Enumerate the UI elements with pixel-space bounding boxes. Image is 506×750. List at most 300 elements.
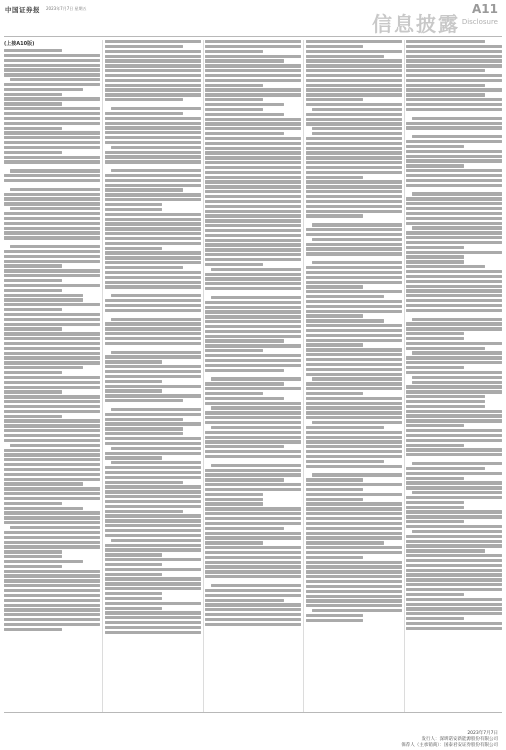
- text-line: [105, 285, 201, 288]
- text-line: [205, 301, 301, 304]
- text-line: [406, 549, 485, 552]
- text-line: [105, 427, 184, 430]
- text-line: [412, 135, 502, 138]
- text-column: [406, 40, 502, 712]
- section-subtitle: Disclosure: [461, 18, 498, 26]
- text-line: [205, 546, 301, 549]
- text-line: [205, 344, 301, 347]
- text-line: [205, 40, 301, 43]
- text-line: [105, 50, 201, 53]
- text-line: [205, 589, 301, 592]
- text-line: [111, 294, 201, 297]
- text-line: [412, 462, 502, 465]
- text-line: [105, 587, 201, 590]
- text-line: [406, 347, 485, 350]
- text-line: [306, 137, 402, 140]
- text-line: [205, 253, 301, 256]
- text-line: [105, 558, 201, 561]
- text-line: [105, 151, 201, 154]
- text-line: [312, 421, 402, 424]
- text-line: [105, 247, 163, 250]
- text-line: [4, 64, 100, 67]
- text-line: [406, 332, 464, 335]
- text-line: [406, 255, 464, 258]
- text-line: [4, 429, 100, 432]
- text-line: [105, 500, 201, 503]
- text-line: [306, 512, 402, 515]
- text-line: [406, 429, 502, 432]
- text-line: [4, 589, 100, 592]
- text-line: [4, 269, 100, 272]
- text-line: [306, 214, 364, 217]
- text-line: [205, 502, 263, 505]
- text-line: [105, 213, 201, 216]
- text-line: [406, 486, 502, 489]
- text-line: [105, 471, 201, 474]
- text-line: [111, 408, 201, 411]
- text-line: [306, 353, 402, 356]
- text-line: [406, 299, 502, 302]
- text-line: [4, 439, 100, 442]
- text-line: [105, 573, 163, 576]
- text-line: [406, 145, 464, 148]
- text-line: [406, 169, 502, 172]
- text-line: [306, 595, 402, 598]
- text-line: [406, 405, 485, 408]
- text-line: [406, 309, 502, 312]
- text-line: [306, 314, 364, 317]
- text-line: [412, 226, 502, 229]
- text-line: [105, 456, 163, 459]
- text-line: [406, 251, 502, 254]
- text-line: [406, 79, 502, 82]
- text-line: [105, 160, 201, 163]
- text-line: [205, 127, 301, 130]
- text-line: [205, 382, 284, 385]
- text-line: [105, 69, 201, 72]
- text-line: [4, 352, 100, 355]
- text-line: [406, 554, 502, 557]
- text-line: [406, 150, 502, 153]
- text-line: [4, 395, 100, 398]
- text-line: [406, 588, 502, 591]
- text-line: [211, 406, 301, 409]
- text-line: [306, 478, 364, 481]
- text-line: [406, 569, 502, 572]
- text-line: [105, 442, 201, 445]
- text-line: [306, 570, 402, 573]
- text-line: [4, 599, 100, 602]
- text-line: [205, 450, 301, 453]
- text-line: [105, 505, 201, 508]
- text-line: [4, 193, 100, 196]
- text-line: [205, 421, 301, 424]
- text-line: [205, 469, 301, 472]
- text-line: [205, 219, 301, 222]
- text-line: [105, 93, 201, 96]
- text-line: [205, 517, 301, 520]
- text-line: [306, 368, 402, 371]
- text-line: [306, 55, 385, 58]
- text-line: [205, 93, 301, 96]
- text-line: [4, 434, 100, 437]
- text-line: [205, 349, 263, 352]
- text-line: [306, 460, 385, 463]
- text-line: [211, 426, 301, 429]
- text-line: [4, 102, 62, 105]
- text-line: [105, 136, 201, 139]
- text-line: [4, 473, 100, 476]
- text-line: [205, 570, 301, 573]
- text-line: [105, 281, 201, 284]
- text-line: [306, 339, 402, 342]
- issue-date: 2023年7月7日 星期五: [46, 6, 87, 11]
- text-line: [406, 265, 485, 268]
- text-line: [205, 161, 301, 164]
- text-line: [306, 64, 402, 67]
- text-line: [406, 424, 464, 427]
- text-line: [406, 342, 502, 345]
- text-line: [205, 315, 301, 318]
- text-line: [205, 512, 301, 515]
- text-line: [306, 599, 402, 602]
- text-line: [406, 564, 502, 567]
- text-line: [10, 78, 100, 81]
- text-line: [211, 464, 301, 467]
- text-line: [205, 171, 301, 174]
- text-line: [211, 268, 301, 271]
- text-line: [111, 539, 201, 542]
- text-line: [406, 578, 502, 581]
- text-line: [306, 147, 402, 150]
- text-line: [4, 294, 83, 297]
- text-line: [205, 369, 284, 372]
- text-line: [205, 594, 301, 597]
- column-divider: [303, 40, 304, 712]
- text-line: [306, 522, 402, 525]
- text-line: [406, 236, 502, 239]
- text-line: [406, 285, 502, 288]
- text-line: [105, 432, 184, 435]
- text-line: [205, 190, 301, 193]
- text-line: [10, 169, 100, 172]
- text-line: [4, 347, 100, 350]
- text-line: [105, 88, 201, 91]
- text-line: [406, 217, 502, 220]
- text-line: [111, 318, 201, 321]
- text-line: [205, 483, 301, 486]
- text-line: [406, 439, 502, 442]
- text-line: [406, 467, 485, 470]
- text-line: [205, 599, 284, 602]
- text-column: [306, 40, 402, 712]
- text-line: [406, 59, 502, 62]
- text-line: [205, 320, 301, 323]
- text-line: [406, 74, 502, 77]
- text-line: [306, 392, 364, 395]
- text-line: [4, 117, 100, 120]
- text-line: [205, 359, 301, 362]
- text-line: [406, 366, 464, 369]
- text-line: [105, 568, 201, 571]
- text-line: [205, 440, 301, 443]
- text-line: [4, 151, 62, 154]
- text-line: [306, 358, 402, 361]
- text-line: [4, 83, 100, 86]
- text-line: [111, 146, 201, 149]
- text-line: [105, 437, 201, 440]
- text-line: [105, 188, 184, 191]
- text-line: [406, 88, 502, 91]
- text-line: [306, 205, 402, 208]
- text-line: [306, 310, 402, 313]
- text-line: [205, 74, 301, 77]
- text-line: [205, 402, 301, 405]
- text-line: [306, 276, 402, 279]
- text-line: [406, 371, 502, 374]
- text-line: [406, 617, 464, 620]
- text-line: [412, 491, 502, 494]
- text-column: [205, 40, 301, 712]
- text-line: [406, 400, 485, 403]
- text-line: [306, 532, 402, 535]
- text-line: [205, 498, 263, 501]
- text-line: [4, 361, 100, 364]
- text-line: [306, 243, 402, 246]
- text-line: [105, 380, 163, 383]
- text-line: [4, 541, 100, 544]
- text-line: [105, 602, 201, 605]
- text-line: [105, 563, 163, 566]
- text-line: [406, 481, 502, 484]
- text-line: [306, 329, 402, 332]
- text-line: [205, 411, 301, 414]
- text-line: [406, 540, 502, 543]
- text-line: [406, 419, 502, 422]
- text-line: [4, 337, 100, 340]
- text-line: [10, 188, 100, 191]
- text-line: [105, 203, 163, 206]
- text-line: [4, 202, 100, 205]
- text-line: [306, 74, 402, 77]
- text-line: [4, 260, 100, 263]
- text-line: [4, 318, 100, 321]
- text-line: [105, 597, 163, 600]
- section-title: 信息披露: [372, 12, 460, 36]
- text-line: [306, 373, 402, 376]
- text-line: [205, 354, 301, 357]
- text-line: [406, 174, 502, 177]
- text-line: [4, 222, 100, 225]
- text-line: [105, 79, 201, 82]
- text-line: [105, 271, 201, 274]
- text-line: [406, 337, 464, 340]
- text-line: [105, 370, 201, 373]
- text-line: [406, 385, 502, 388]
- text-line: [105, 227, 201, 230]
- text-line: [4, 511, 100, 514]
- text-line: [105, 490, 201, 493]
- text-line: [205, 325, 301, 328]
- text-line: [105, 218, 201, 221]
- text-line: [105, 309, 201, 312]
- text-line: [306, 387, 402, 390]
- text-line: [306, 536, 402, 539]
- text-line: [306, 426, 385, 429]
- text-line: [306, 455, 402, 458]
- text-line: [412, 192, 502, 195]
- text-line: [4, 623, 100, 626]
- text-line: [406, 544, 502, 547]
- footer-underwriter: 保荐人（主承销商）：国泰君安证券股份有限公司: [401, 743, 498, 748]
- text-line: [105, 299, 201, 302]
- text-line: [4, 468, 100, 471]
- text-line: [306, 363, 402, 366]
- text-line: [406, 155, 502, 158]
- text-line: [406, 231, 502, 234]
- text-line: [105, 64, 201, 67]
- text-line: [4, 545, 100, 548]
- text-line: [205, 50, 263, 53]
- text-line: [205, 618, 301, 621]
- text-line: [312, 261, 402, 264]
- page-number: A11: [472, 2, 498, 16]
- text-line: [205, 488, 301, 491]
- text-line: [111, 351, 201, 354]
- text-line: [205, 273, 301, 276]
- text-line: [306, 465, 402, 468]
- text-line: [105, 418, 184, 421]
- text-line: [306, 103, 402, 106]
- text-line: [4, 376, 100, 379]
- text-line: [306, 507, 402, 510]
- footer-issuer: 发行人：深圳诺安新能源股份有限公司: [421, 737, 498, 742]
- text-line: [406, 40, 485, 43]
- text-line: [205, 64, 301, 67]
- text-line: [105, 394, 201, 397]
- text-line: [105, 261, 201, 264]
- text-line: [4, 141, 100, 144]
- text-line: [105, 495, 201, 498]
- text-line: [4, 390, 62, 393]
- text-line: [4, 97, 100, 100]
- text-line: [205, 623, 301, 626]
- text-line: [105, 117, 201, 120]
- text-line: [105, 131, 201, 134]
- text-line: [306, 305, 402, 308]
- text-line: [306, 440, 402, 443]
- text-line: [4, 536, 100, 539]
- text-line: [406, 510, 502, 513]
- text-line: [211, 296, 301, 299]
- text-line: [105, 514, 201, 517]
- text-line: [306, 84, 402, 87]
- text-line: [4, 502, 62, 505]
- text-line: [306, 502, 402, 505]
- text-line: [406, 241, 502, 244]
- text-line: [205, 205, 301, 208]
- text-line: [406, 410, 502, 413]
- text-line: [4, 212, 100, 215]
- newspaper-masthead: 中国证券报: [5, 6, 40, 14]
- text-line: [205, 603, 301, 606]
- text-line: [306, 45, 364, 48]
- text-line: [105, 126, 201, 129]
- header-rule: [4, 36, 502, 37]
- text-line: [205, 330, 301, 333]
- text-line: [205, 541, 263, 544]
- text-line: [4, 73, 100, 76]
- text-line: [306, 122, 402, 125]
- text-line: [306, 93, 402, 96]
- text-line: [205, 200, 301, 203]
- text-line: [205, 185, 301, 188]
- text-line: [4, 112, 100, 115]
- text-line: [406, 472, 502, 475]
- text-line: [105, 616, 201, 619]
- text-line: [4, 628, 62, 631]
- text-line: [4, 579, 100, 582]
- text-line: [105, 242, 201, 245]
- text-line: [312, 127, 402, 130]
- paragraph-gap: [406, 314, 502, 318]
- page-footer: [0, 712, 506, 750]
- text-line: [406, 496, 502, 499]
- text-line: [4, 160, 100, 163]
- text-line: [205, 436, 301, 439]
- text-line: [306, 142, 402, 145]
- text-line: [306, 416, 402, 419]
- text-line: [306, 180, 402, 183]
- text-line: [406, 559, 502, 562]
- text-line: [406, 108, 502, 111]
- text-line: [105, 184, 201, 187]
- text-line: [306, 445, 402, 448]
- text-line: [4, 303, 100, 306]
- text-line: [205, 59, 284, 62]
- text-line: [306, 118, 402, 121]
- text-line: [406, 246, 464, 249]
- text-line: [205, 180, 301, 183]
- text-line: [4, 54, 100, 57]
- text-line: [205, 478, 284, 481]
- text-line: [205, 156, 301, 159]
- text-line: [4, 255, 100, 258]
- text-line: [4, 381, 100, 384]
- text-line: [4, 516, 100, 519]
- text-line: [406, 525, 502, 528]
- text-line: [306, 195, 402, 198]
- text-line: [306, 343, 364, 346]
- text-line: [312, 132, 402, 135]
- text-line: [205, 239, 301, 242]
- text-line: [4, 308, 62, 311]
- column-divider: [404, 40, 405, 712]
- text-line: [406, 598, 502, 601]
- text-line: [105, 592, 163, 595]
- text-line: [105, 304, 201, 307]
- text-line: [4, 405, 100, 408]
- text-line: [205, 108, 263, 111]
- text-line: [211, 377, 301, 380]
- text-line: [406, 453, 502, 456]
- text-line: [105, 59, 201, 62]
- text-line: [306, 190, 402, 193]
- text-line: [4, 419, 100, 422]
- text-line: [406, 294, 502, 297]
- text-line: [306, 247, 402, 250]
- text-line: [105, 337, 201, 340]
